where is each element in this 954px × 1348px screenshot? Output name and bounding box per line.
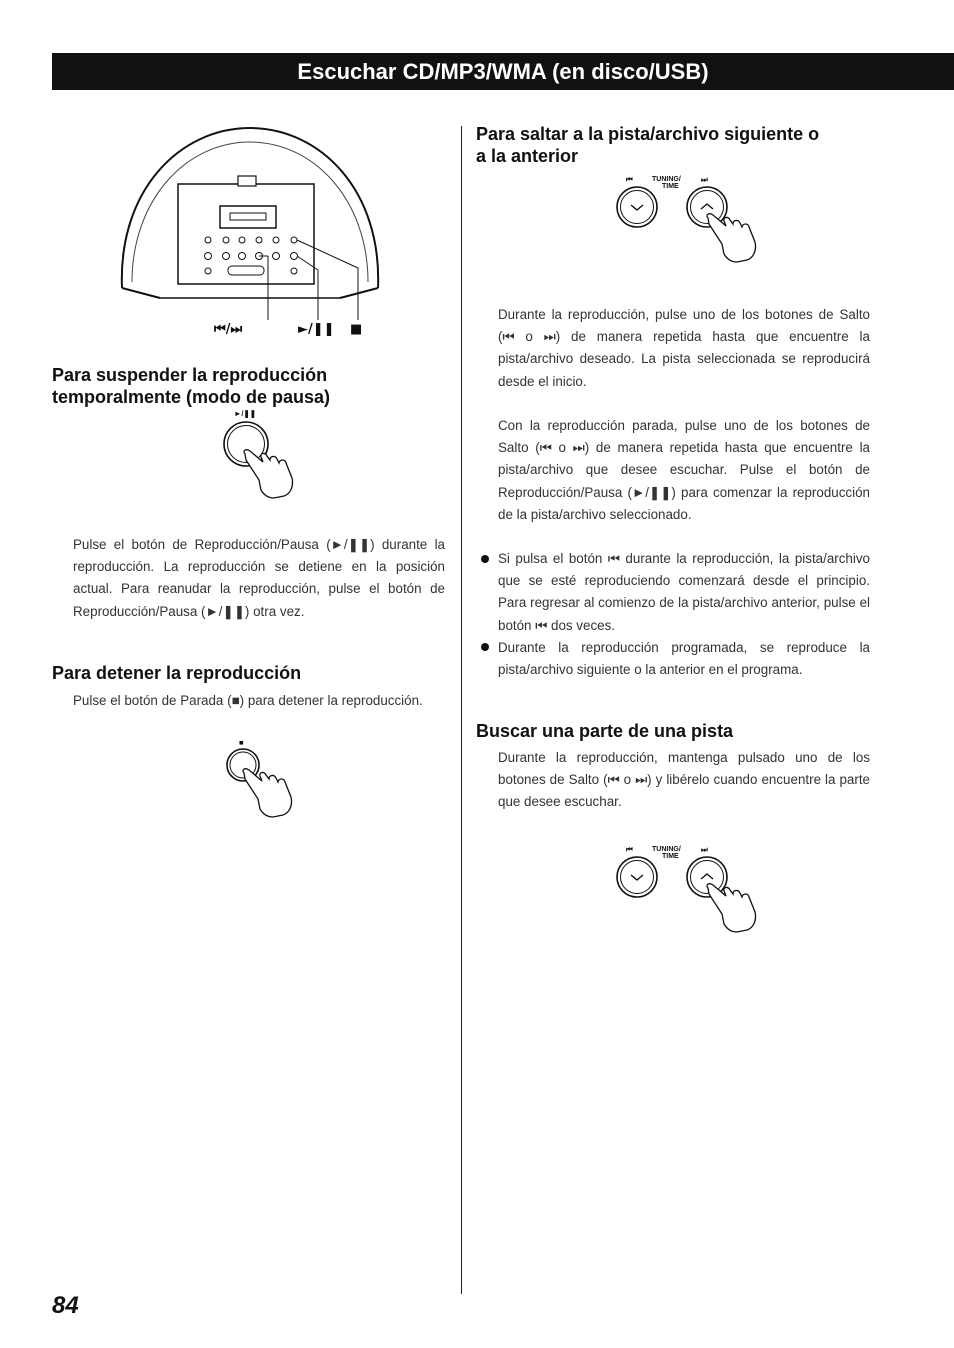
tuning-label-line2: TIME xyxy=(662,183,679,190)
callout-stop: ■ xyxy=(350,322,363,337)
heading-skip-line1: Para saltar a la pista/archivo siguiente o xyxy=(476,124,820,144)
play-pause-button-press-illustration xyxy=(215,408,310,498)
chevron-up-icon xyxy=(701,204,713,209)
callout-skip: ⏮/⏭ xyxy=(214,322,243,337)
bullet-dot xyxy=(481,643,489,651)
skip-paragraph-1: Durante la reproducción, pulse uno de los botones de Salto (⏮ o ⏭) de manera repetida hasta que encuentre la pista/archivo deseado. La pista seleccionada se reproducirá desde el inicio. xyxy=(498,307,870,389)
pause-instruction: Pulse el botón de Reproducción/Pausa (►/❚❚) durante la reproducción. La reproducción se detiene en la posición actual. Para reanudar la reproducción, pulse el botón de Reproducción/Pausa (►/❚❚) otra vez. xyxy=(73,537,445,619)
skip-paragraph-2: Con la reproducción parada, pulse uno de los botones de Salto (⏮ o ⏭) de manera repetida hasta que encuentre la pista/archivo que desee escuchar. Pulse el botón de Reproducción/Pausa (►/❚❚) para comenzar la reproducción de la pista/archivo seleccionado. xyxy=(498,418,870,522)
play-pause-button-label: ►/❚❚ xyxy=(234,409,257,418)
chevron-down-icon xyxy=(631,875,643,880)
tuning-label-line1: TUNING/ xyxy=(652,176,681,183)
pressing-hand-icon xyxy=(707,884,756,932)
stop-instruction: Pulse el botón de Parada (■) para detener la reproducción. xyxy=(73,693,423,708)
tuning-label-line1: TUNING/ xyxy=(652,846,681,853)
skip-buttons-press-illustration xyxy=(612,172,767,264)
column-divider xyxy=(461,126,462,1294)
pressing-hand-icon xyxy=(244,450,293,498)
heading-pause-line2: temporalmente (modo de pausa) xyxy=(52,387,331,407)
bullet-dot xyxy=(481,555,489,563)
next-label: ⏭ xyxy=(701,175,708,184)
search-buttons-press-illustration xyxy=(612,842,767,934)
heading-stop: Para detener la reproducción xyxy=(52,663,302,683)
stop-button-press-illustration xyxy=(220,736,315,818)
skip-bullet-1: Si pulsa el botón ⏮ durante la reproducción, la pista/archivo que se esté reproduciendo comenzará desde el principio. Para regresar al comienzo de la pista/archivo anterior, pulse el botón ⏮ dos veces. xyxy=(498,551,870,633)
next-label: ⏭ xyxy=(701,845,708,854)
heading-skip xyxy=(476,123,819,167)
heading-skip-line2: a la anterior xyxy=(476,146,579,166)
pressing-hand-icon xyxy=(707,214,756,262)
skip-bullet-2: Durante la reproducción programada, se reproduce la pista/archivo siguiente o la anterior en el programa. xyxy=(498,640,870,678)
device-front-panel-illustration xyxy=(110,120,390,340)
pressing-hand-icon xyxy=(243,769,292,817)
prev-label: ⏮ xyxy=(626,175,633,184)
search-instruction: Durante la reproducción, mantenga pulsado uno de los botones de Salto (⏮ o ⏭) y libérelo cuando encuentre la parte que desee escuchar. xyxy=(498,750,870,810)
page-title: Escuchar CD/MP3/WMA (en disco/USB) xyxy=(52,53,954,90)
prev-label: ⏮ xyxy=(626,845,633,854)
heading-pause-line1: Para suspender la reproducción xyxy=(52,365,328,385)
page-number: 84 xyxy=(52,1292,79,1319)
callout-play-pause: ►/❚❚ xyxy=(298,322,335,337)
stop-button-label: ■ xyxy=(239,738,244,747)
heading-pause xyxy=(52,364,330,408)
heading-search: Buscar una parte de una pista xyxy=(476,721,734,741)
chevron-down-icon xyxy=(631,205,643,210)
chevron-up-icon xyxy=(701,874,713,879)
tuning-label-line2: TIME xyxy=(662,853,679,860)
